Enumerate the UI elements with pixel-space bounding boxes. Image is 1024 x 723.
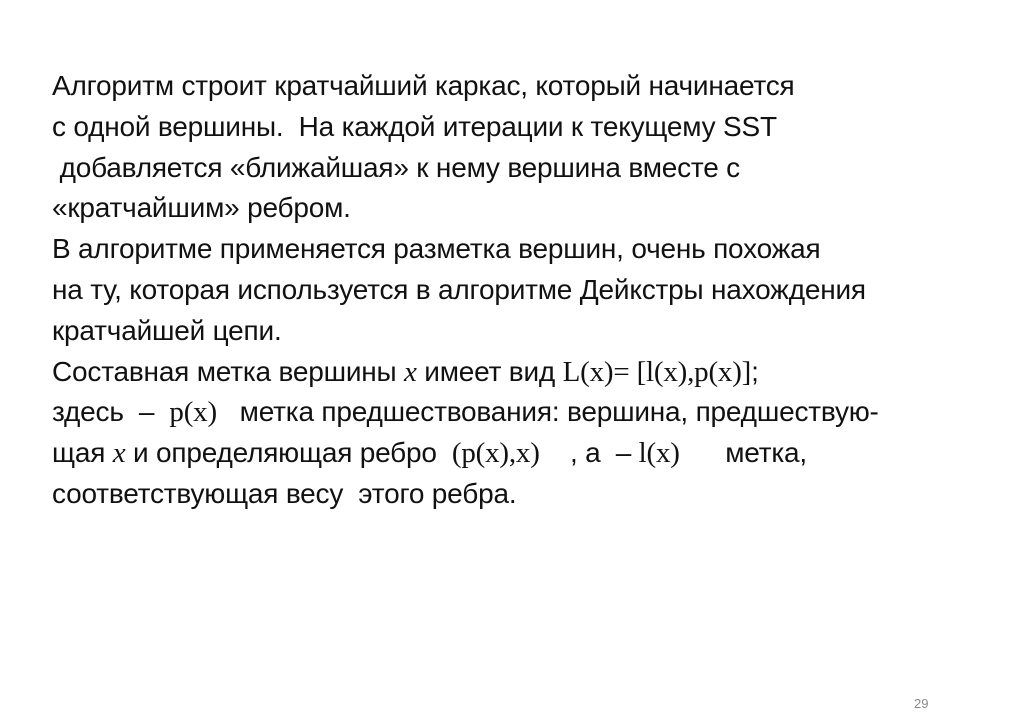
- edge-line-text-mid: и определяющая ребро: [125, 437, 452, 469]
- label-line-text-before: Составная метка вершины: [52, 355, 405, 387]
- pred-line-text-before: здесь –: [52, 396, 170, 428]
- label-line-text-after: ;: [751, 355, 759, 387]
- text-line-4: «кратчайшим» ребром.: [52, 192, 351, 224]
- pred-line-text-after: метка предшествования: вершина, предшествую-: [216, 396, 879, 428]
- edge-formula: (p(x),x): [451, 437, 540, 470]
- weight-formula: l(x): [638, 437, 680, 470]
- predecessor-formula: p(x): [169, 396, 217, 429]
- text-line-3: добавляется «ближайшая» к нему вершина вместе с: [52, 151, 740, 183]
- edge-line-text-mid2: , а –: [539, 437, 639, 469]
- page-number: 29: [914, 696, 929, 711]
- text-line-1: Алгоритм строит кратчайший каркас, который начинается: [52, 70, 795, 101]
- text-line-2: с одной вершины. На каждой итерации к текущему SST: [52, 110, 777, 142]
- label-formula: L(x)= [l(x),p(x)]: [562, 355, 752, 388]
- variable-x: x: [404, 355, 417, 388]
- text-line-5: В алгоритме применяется разметка вершин, очень похожая: [52, 233, 821, 265]
- variable-x: x: [112, 437, 126, 470]
- slide-body-text: [52, 66, 992, 515]
- edge-line: [52, 433, 992, 474]
- edge-line-text-after: метка,: [679, 437, 807, 469]
- text-line-7: кратчайшей цепи.: [52, 314, 282, 346]
- text-line-last: соответствующая весу этого ребра.: [52, 477, 517, 509]
- predecessor-line: [52, 392, 992, 433]
- edge-line-text-before: щая: [52, 437, 113, 469]
- label-definition-line: [52, 352, 992, 393]
- text-line-6: на ту, которая используется в алгоритме Дейкстры нахождения: [52, 273, 866, 305]
- label-line-text-mid: имеет вид: [416, 355, 563, 387]
